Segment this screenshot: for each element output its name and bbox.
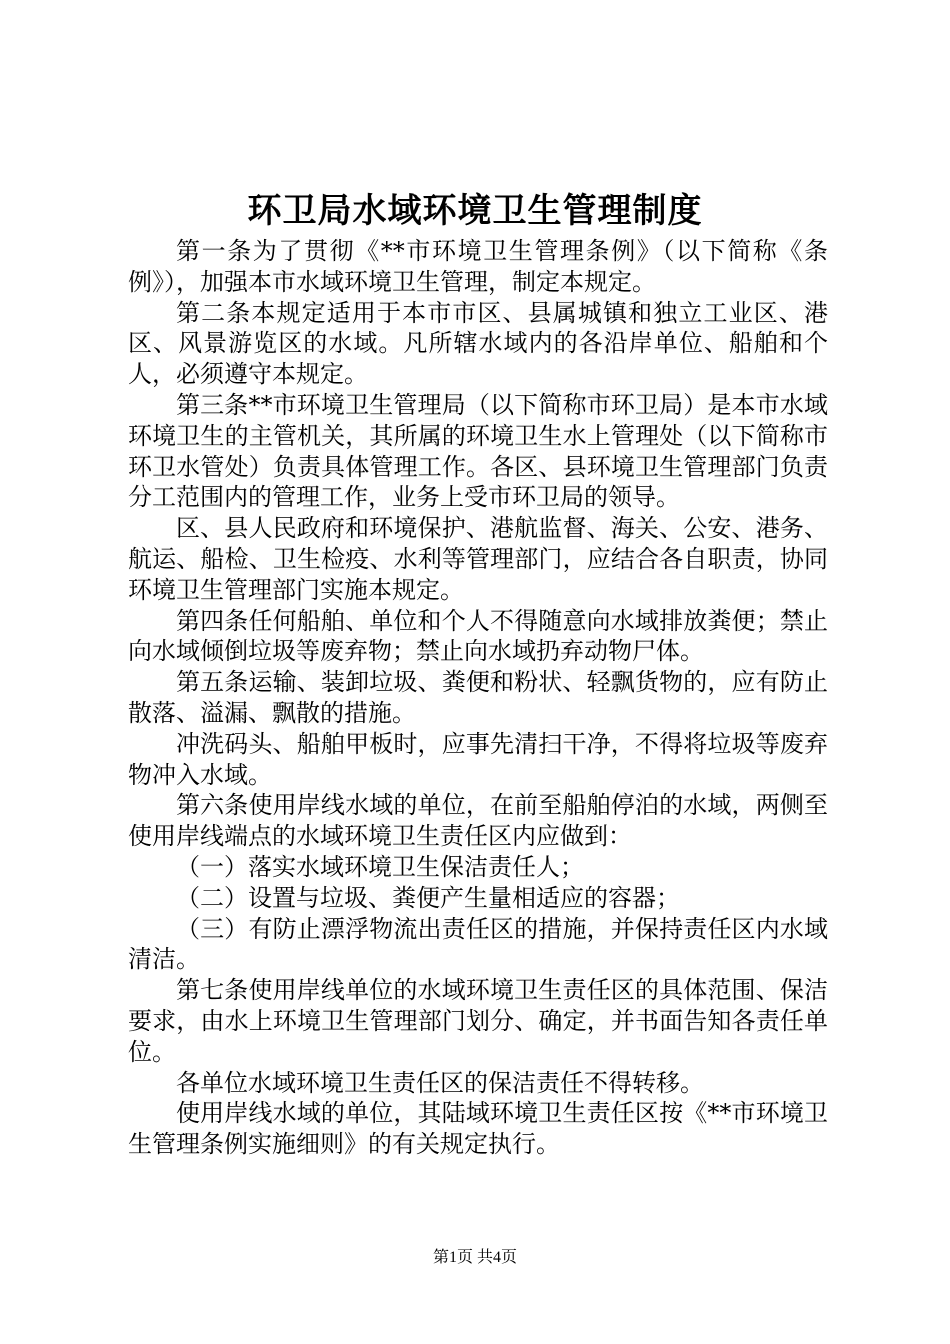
paragraph: 第二条本规定适用于本市市区、县属城镇和独立工业区、港区、风景游览区的水域。凡所辖水域内的各沿岸单位、船舶和个人，必须遵守本规定。 — [128, 298, 828, 389]
paragraph: 使用岸线水域的单位，其陆域环境卫生责任区按《**市环境卫生管理条例实施细则》的有关规定执行。 — [128, 1099, 828, 1159]
document-body — [128, 236, 828, 1160]
paragraph: 区、县人民政府和环境保护、港航监督、海关、公安、港务、航运、船检、卫生检疫、水利等管理部门，应结合各自职责，协同环境卫生管理部门实施本规定。 — [128, 514, 828, 604]
paragraph: （三）有防止漂浮物流出责任区的措施，并保持责任区内水域清洁。 — [128, 914, 828, 974]
paragraph: （一）落实水域环境卫生保洁责任人； — [176, 852, 584, 881]
paragraph: 冲洗码头、船舶甲板时，应事先清扫干净，不得将垃圾等废弃物冲入水域。 — [128, 729, 828, 789]
page-number-footer: 第1页 共4页 — [432, 1249, 517, 1266]
paragraph: 第七条使用岸线单位的水域环境卫生责任区的具体范围、保洁要求，由水上环境卫生管理部门划分、确定，并书面告知各责任单位。 — [128, 976, 828, 1066]
paragraph: （二）设置与垃圾、粪便产生量相适应的容器； — [176, 883, 680, 912]
paragraph: 第三条**市环境卫生管理局（以下简称市环卫局）是本市水域环境卫生的主管机关，其所属的环境卫生水上管理处（以下简称市环卫水管处）负责具体管理工作。各区、县环境卫生管理部门负责分工范围内的管理工作，业务上受市环卫局的领导。 — [128, 390, 828, 512]
paragraph: 第一条为了贯彻《**市环境卫生管理条例》（以下简称《条例》），加强本市水域环境卫生管理，制定本规定。 — [128, 237, 828, 296]
paragraph: 各单位水域环境卫生责任区的保洁责任不得转移。 — [176, 1068, 704, 1097]
paragraph: 第五条运输、装卸垃圾、粪便和粉状、轻飘货物的，应有防止散落、溢漏、飘散的措施。 — [128, 668, 828, 727]
document-title: 环卫局水域环境卫生管理制度 — [247, 191, 703, 231]
paragraph: 第六条使用岸线水域的单位，在前至船舶停泊的水域，两侧至使用岸线端点的水域环境卫生责任区内应做到： — [128, 791, 828, 851]
paragraph: 第四条任何船舶、单位和个人不得随意向水域排放粪便；禁止向水域倾倒垃圾等废弃物；禁止向水域扔弃动物尸体。 — [128, 606, 828, 666]
